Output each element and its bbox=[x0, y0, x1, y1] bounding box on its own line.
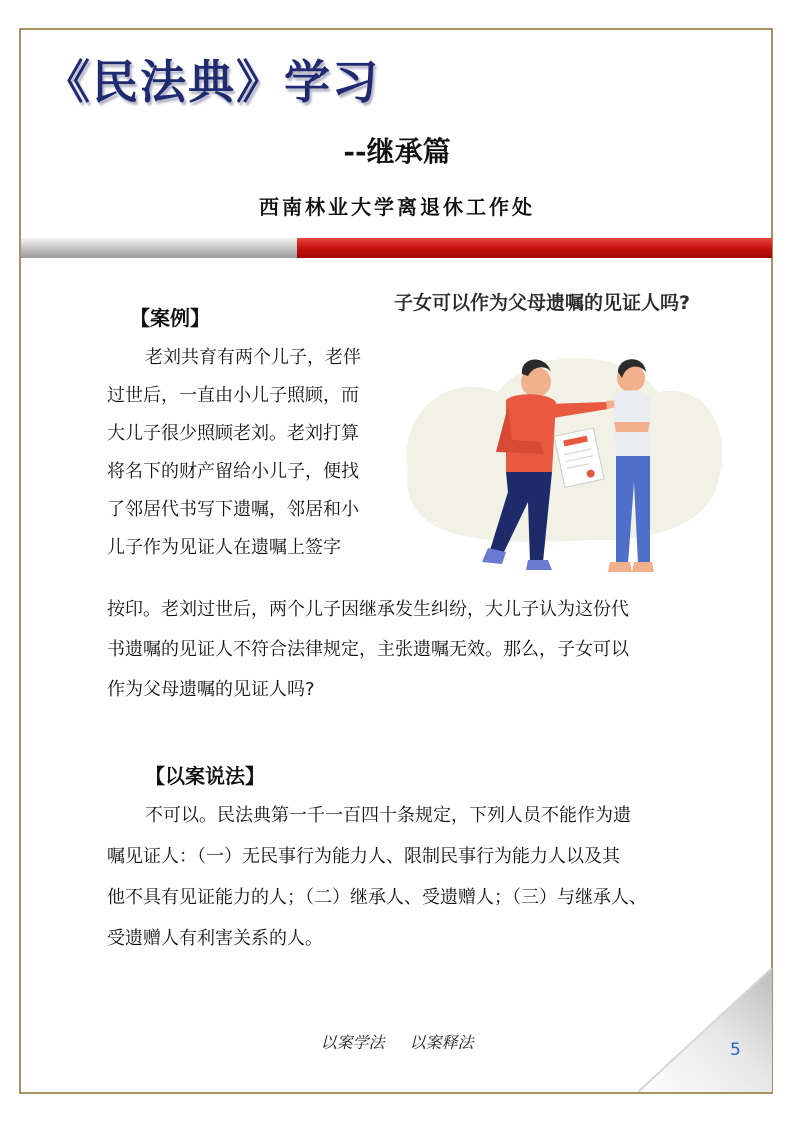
law-line: 不可以。民法典第一千一百四十条规定，下列人员不能作为遗 bbox=[145, 805, 631, 826]
law-line: 他不具有见证能力的人；（二）继承人、受遗赠人；（三）与继承人、 bbox=[107, 887, 647, 908]
organization-name: 西南林业大学离退休工作处 bbox=[259, 195, 535, 219]
header-divider-gray bbox=[21, 238, 297, 258]
law-line: 受遗赠人有利害关系的人。 bbox=[107, 928, 323, 949]
case-line: 大儿子很少照顾老刘。老刘打算 bbox=[107, 423, 359, 444]
page-number: 5 bbox=[730, 1040, 741, 1060]
case-line: 过世后，一直由小儿子照顾，而 bbox=[107, 385, 359, 406]
page-subtitle: --继承篇 bbox=[343, 135, 451, 168]
case-line: 书遗嘱的见证人不符合法律规定，主张遗嘱无效。那么，子女可以 bbox=[107, 639, 629, 660]
case-line: 将名下的财产留给小儿子，便找 bbox=[107, 461, 359, 482]
law-line: 嘱见证人：（一）无民事行为能力人、限制民事行为能力人以及其 bbox=[107, 846, 620, 867]
case-line: 按印。老刘过世后，两个儿子因继承发生纠纷，大儿子认为这份代 bbox=[107, 599, 629, 620]
law-heading: 【以案说法】 bbox=[145, 764, 265, 788]
case-line: 儿子作为见证人在遗嘱上签字 bbox=[107, 537, 341, 558]
footer-slogan: 以案学法 以案释法 bbox=[320, 1033, 474, 1052]
illustration-svg bbox=[388, 282, 738, 584]
case-line: 了邻居代书写下遗嘱，邻居和小 bbox=[107, 499, 359, 520]
page-title: 《民法典》学习 bbox=[44, 55, 380, 109]
case-heading: 【案例】 bbox=[130, 306, 210, 330]
header-divider-red bbox=[297, 238, 772, 258]
page-curl-decoration bbox=[638, 968, 772, 1092]
case-illustration bbox=[388, 282, 738, 584]
illustration-caption: 子女可以作为父母遗嘱的见证人吗? bbox=[394, 292, 691, 314]
case-line: 作为父母遗嘱的见证人吗? bbox=[107, 679, 315, 700]
case-line: 老刘共育有两个儿子，老伴 bbox=[145, 347, 361, 368]
